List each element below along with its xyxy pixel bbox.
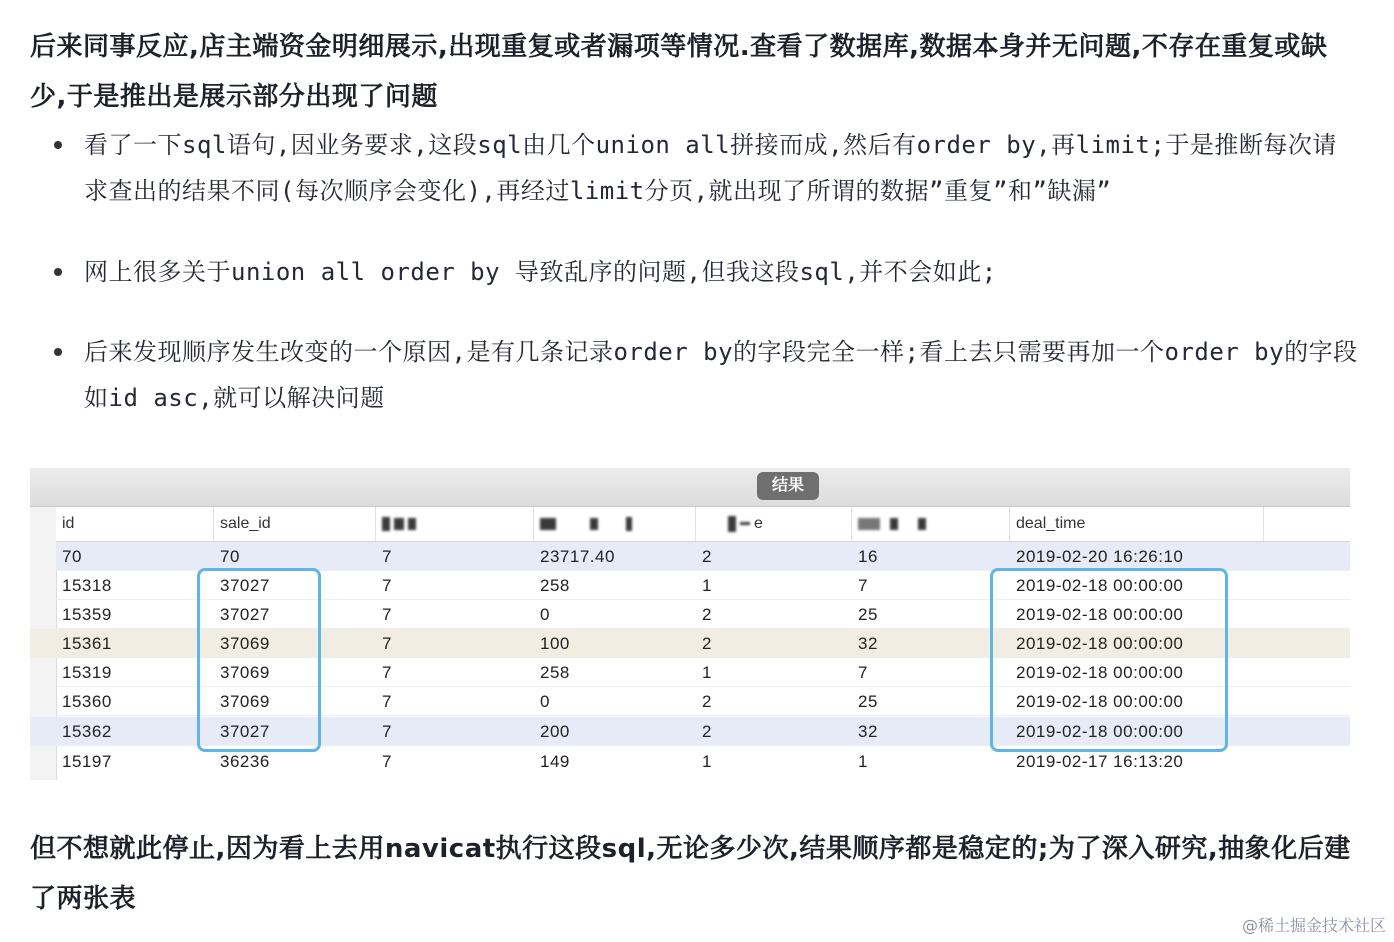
table-row[interactable] [56,542,1350,571]
deal-time-highlight-box [990,568,1228,752]
cell-sale-id: 37069 [220,634,270,653]
cell-sale-id: 37027 [220,576,270,595]
gutter-highlight-mark [30,629,56,658]
cell-deal-time: 2019-02-18 00:00:00 [1016,663,1184,682]
cell-col6: 7 [858,663,868,682]
cell-deal-time: 2019-02-18 00:00:00 [1016,692,1184,711]
cell-col3: 7 [382,634,392,653]
column-header-redacted[interactable] [534,507,696,541]
bullet-text: 看了一下sql语句,因业务要求,这段sql由几个union all拼接而成,然后有order by,再limit;于是推断每次请求查出的结果不同(每次顺序会变化),再经过limit分页,就出现了所谓的数据”重复”和”缺漏” [84,131,1337,205]
column-header-deal-time[interactable]: deal_time [1010,507,1264,541]
cell-col6: 25 [858,605,878,624]
column-header-redacted[interactable] [696,507,852,541]
cell-col3: 7 [382,547,392,566]
cell-col5: 1 [702,752,712,771]
cell-col4: 23717.40 [540,547,615,566]
cell-col6: 1 [858,752,868,771]
cell-sale-id: 70 [220,547,240,566]
cell-id: 15360 [62,692,112,711]
cell-col5: 2 [702,634,712,653]
cell-sale-id: 37069 [220,692,270,711]
bullet-dot [54,348,62,356]
cell-deal-time: 2019-02-18 00:00:00 [1016,576,1184,595]
result-titlebar [30,468,1350,507]
cell-col6: 25 [858,692,878,711]
result-tab[interactable]: 结果 [757,472,819,500]
cell-col5: 1 [702,663,712,682]
bullet-text: 后来发现顺序发生改变的一个原因,是有几条记录order by的字段完全一样;看上去只需要再加一个order by的字段如id asc,就可以解决问题 [84,338,1358,412]
cell-col5: 2 [702,692,712,711]
cell-col6: 7 [858,576,868,595]
cell-sale-id: 37027 [220,605,270,624]
bullet-dot [54,268,62,276]
column-header-redacted[interactable] [376,507,534,541]
column-header-suffix: e [754,515,763,532]
cell-deal-time: 2019-02-18 00:00:00 [1016,605,1184,624]
bullet-item [84,329,1360,421]
cell-col4: 149 [540,752,570,771]
cell-deal-time: 2019-02-18 00:00:00 [1016,634,1184,653]
cell-col3: 7 [382,692,392,711]
cell-deal-time: 2019-02-20 16:26:10 [1016,547,1184,566]
bullet-dot [54,141,62,149]
cell-id: 70 [62,547,82,566]
column-header-id[interactable]: id [56,507,214,541]
bullet-text: 网上很多关于union all order by 导致乱序的问题,但我这段sql,并不会如此; [84,258,997,286]
cell-col3: 7 [382,722,392,741]
bullet-item [84,249,1360,295]
cell-col3: 7 [382,663,392,682]
cell-col5: 2 [702,722,712,741]
gutter-selected-mark [30,717,56,746]
cell-col3: 7 [382,752,392,771]
sale-id-highlight-box [197,568,321,752]
cell-id: 15361 [62,634,112,653]
result-grid-screenshot [30,468,1350,780]
cell-deal-time: 2019-02-18 00:00:00 [1016,722,1184,741]
cell-col3: 7 [382,605,392,624]
cell-id: 15197 [62,752,112,771]
cell-id: 15362 [62,722,112,741]
cell-id: 15318 [62,576,112,595]
intro-paragraph: 后来同事反应,店主端资金明细展示,出现重复或者漏项等情况.查看了数据库,数据本身并无问题,不存在重复或缺少,于是推出是展示部分出现了问题 [30,32,1328,112]
column-header-redacted[interactable] [852,507,1010,541]
cell-col5: 2 [702,547,712,566]
bullet-item [84,122,1360,214]
cell-sale-id: 37069 [220,663,270,682]
cell-col3: 7 [382,576,392,595]
cell-deal-time: 2019-02-17 16:13:20 [1016,752,1184,771]
cell-col6: 32 [858,722,878,741]
cell-col4: 0 [540,605,550,624]
cell-col4: 200 [540,722,570,741]
watermark: @稀土掘金技术社区 [1241,916,1386,935]
cell-id: 15359 [62,605,112,624]
cell-col5: 1 [702,576,712,595]
cell-col4: 258 [540,576,570,595]
cell-id: 15319 [62,663,112,682]
cell-col4: 0 [540,692,550,711]
grid-header [56,507,1350,542]
cell-sale-id: 36236 [220,752,270,771]
cell-col6: 16 [858,547,878,566]
cell-col4: 258 [540,663,570,682]
cell-sale-id: 37027 [220,722,270,741]
cell-col6: 32 [858,634,878,653]
cell-col4: 100 [540,634,570,653]
cell-col5: 2 [702,605,712,624]
outro-paragraph: 但不想就此停止,因为看上去用navicat执行这段sql,无论多少次,结果顺序都是稳定的;为了深入研究,抽象化后建了两张表 [30,834,1351,914]
column-header-sale-id[interactable]: sale_id [214,507,376,541]
